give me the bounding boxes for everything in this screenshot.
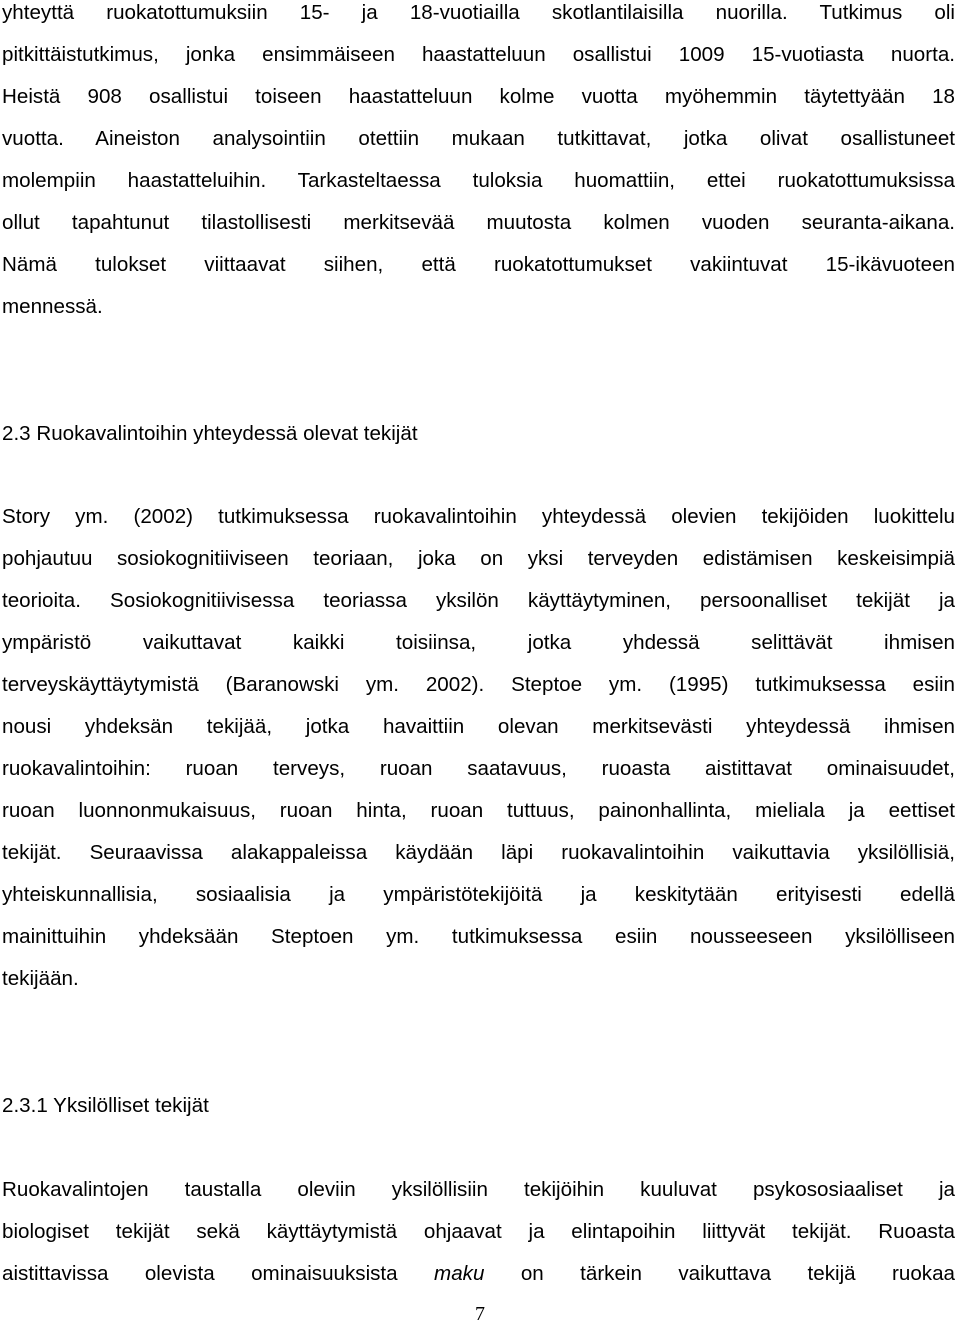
text-fragment: on tärkein vaikuttava tekijä ruokaa [520,1262,955,1285]
text-line: tekijät. Seuraavissa alakappaleissa käydään läpi ruokavalintoihin vaikuttavia yksilöllisiä, [2,841,955,864]
text-line: molempiin haastatteluihin. Tarkasteltaessa tuloksia huomattiin, ettei ruokatottumuksissa [2,169,955,192]
text-line: Story ym. (2002) tutkimuksessa ruokavalintoihin yhteydessä olevien tekijöiden luokittelu [2,505,955,528]
text-line [2,1253,955,1295]
text-line: mainittuihin yhdeksään Steptoen ym. tutkimuksessa esiin nousseeseen yksilölliseen [2,925,955,948]
text-line: ruoan luonnonmukaisuus, ruoan hinta, ruoan tuttuus, painonhallinta, mieliala ja eettiset [2,799,955,822]
text-line: vuotta. Aineiston analysointiin otettiin mukaan tutkittavat, jotka olivat osallistuneet [2,127,955,150]
section-heading-2-3-1: 2.3.1 Yksilölliset tekijät [2,1094,209,1117]
page-number: 7 [475,1303,485,1325]
text-line: Nämä tulokset viittaavat siihen, että ruokatottumukset vakiintuvat 15-ikävuoteen [2,253,955,276]
paragraph-3 [2,1169,955,1295]
text-line: yhteyttä ruokatottumuksiin 15- ja 18-vuotiailla skotlantilaisilla nuorilla. Tutkimus oli [2,1,955,24]
text-line: Ruokavalintojen taustalla oleviin yksilöllisiin tekijöihin kuuluvat psykososiaaliset ja [2,1178,955,1201]
text-line: terveyskäyttäytymistä (Baranowski ym. 2002). Steptoe ym. (1995) tutkimuksessa esiin [2,673,955,696]
text-line: teorioita. Sosiokognitiivisessa teoriassa yksilön käyttäytyminen, persoonalliset tekijät ja [2,589,955,612]
section-heading-2-3: 2.3 Ruokavalintoihin yhteydessä olevat tekijät [2,422,418,445]
text-line: yhteiskunnallisia, sosiaalisia ja ympäristötekijöitä ja keskitytään erityisesti edellä [2,883,955,906]
paragraph-1 [2,0,955,328]
text-line: pitkittäistutkimus, jonka ensimmäiseen haastatteluun osallistui 1009 15-vuotiasta nuorta. [2,43,955,66]
text-line: mennessä. [2,295,103,318]
text-line: nousi yhdeksän tekijää, jotka havaittiin olevan merkitsevästi yhteydessä ihmisen [2,715,955,738]
paragraph-2 [2,496,955,1000]
text-line: ollut tapahtunut tilastollisesti merkitsevää muutosta kolmen vuoden seuranta-aikana. [2,211,955,234]
text-line: pohjautuu sosiokognitiiviseen teoriaan, joka on yksi terveyden edistämisen keskeisimpiä [2,547,955,570]
text-line: biologiset tekijät sekä käyttäytymistä ohjaavat ja elintapoihin liittyvät tekijät. Ruoasta [2,1220,955,1243]
text-line: tekijään. [2,967,79,990]
text-line: ympäristö vaikuttavat kaikki toisiinsa, jotka yhdessä selittävät ihmisen [2,631,955,654]
emphasized-word: maku [434,1262,485,1285]
text-fragment: aistittavissa olevista ominaisuuksista [2,1262,398,1285]
text-line: ruokavalintoihin: ruoan terveys, ruoan saatavuus, ruoasta aistittavat ominaisuudet, [2,757,955,780]
text-line: Heistä 908 osallistui toiseen haastatteluun kolme vuotta myöhemmin täytettyään 18 [2,85,955,108]
